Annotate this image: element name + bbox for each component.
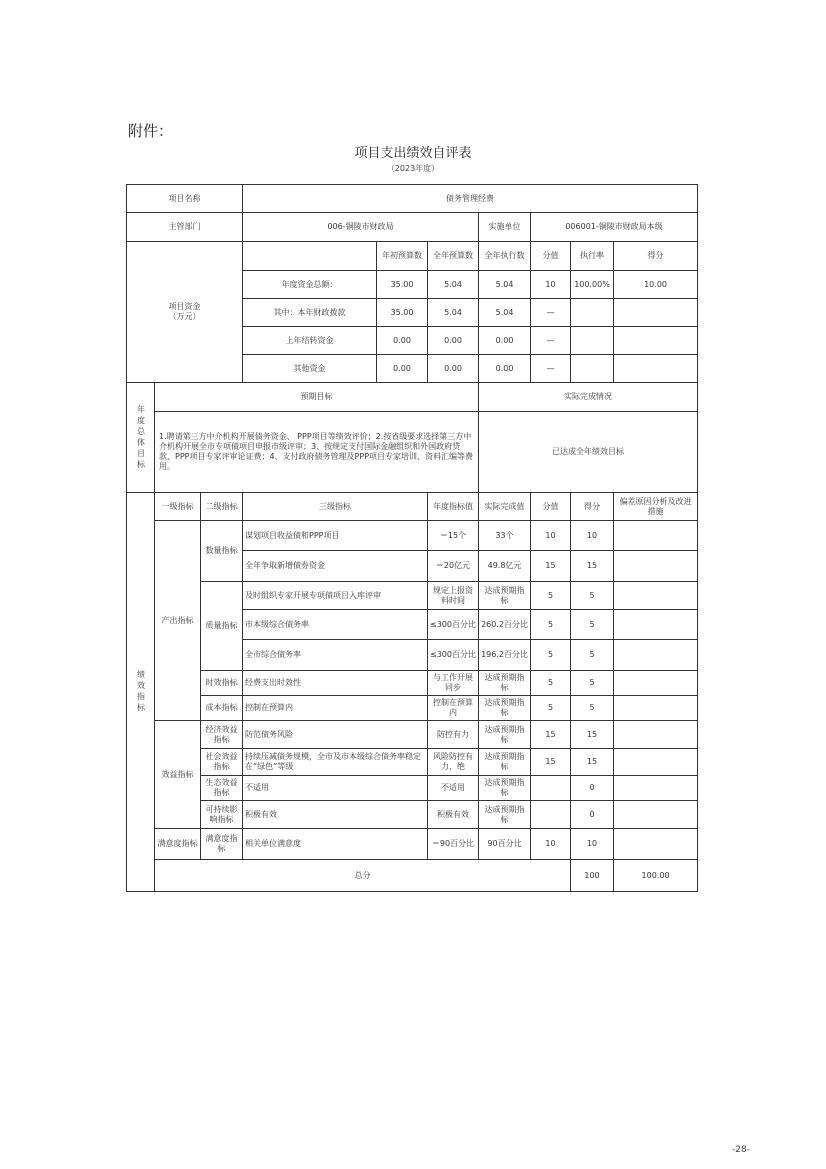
indicator-score (531, 801, 571, 829)
funds-header-blank (243, 242, 377, 271)
funds-cell (614, 299, 698, 327)
indicator-header: 偏差原因分析及改进措施 (614, 493, 698, 521)
funds-header: 全年预算数 (428, 242, 479, 271)
funds-header: 执行率 (571, 242, 614, 271)
indicator-header: 得分 (571, 493, 614, 521)
indicators-side-label (127, 493, 155, 892)
indicator-got: 5 (571, 610, 614, 640)
indicator-actual: 达成预期指标 (479, 696, 531, 721)
indicator-score: 15 (531, 551, 571, 582)
funds-cell: 0.00 (377, 327, 428, 355)
indicator-score: 5 (531, 696, 571, 721)
indicator-target: 不适用 (428, 776, 479, 801)
project-name-label: 项目名称 (127, 185, 243, 213)
indicator-header: 年度指标值 (428, 493, 479, 521)
indicator-name: 控制在预算内 (243, 696, 428, 721)
funds-header: 年初预算数 (377, 242, 428, 271)
l2-quantity: 数量指标 (201, 521, 243, 582)
indicator-deviation (614, 696, 698, 721)
indicator-deviation (614, 551, 698, 582)
funds-cell: 0.00 (428, 327, 479, 355)
page-title: 项目支出绩效自评表 (354, 146, 472, 161)
indicator-name: 全年争取新增债券资金 (243, 551, 428, 582)
indicator-deviation (614, 582, 698, 610)
funds-cell: 35.00 (377, 299, 428, 327)
funds-cell: 5.04 (428, 299, 479, 327)
funds-cell: 0.00 (428, 355, 479, 383)
indicator-name: 不适用 (243, 776, 428, 801)
expected-goal-label: 预期目标 (155, 383, 479, 412)
indicator-row (127, 776, 698, 801)
goals-row (127, 412, 698, 493)
funds-cell: 0.00 (479, 355, 531, 383)
funds-header-row (127, 242, 698, 271)
indicator-actual: 达成预期指标 (479, 749, 531, 776)
indicator-score: 5 (531, 610, 571, 640)
indicator-score: 15 (531, 721, 571, 749)
l2-sustain: 可持续影响指标 (201, 801, 243, 829)
l2-economic: 经济效益指标 (201, 721, 243, 749)
project-name-row (127, 185, 698, 213)
indicator-name: 积极有效 (243, 801, 428, 829)
indicator-row (127, 582, 698, 610)
indicator-row (127, 801, 698, 829)
indicator-header: 实际完成值 (479, 493, 531, 521)
indicator-name: 相关单位满意度 (243, 829, 428, 860)
indicator-deviation (614, 671, 698, 696)
indicator-actual: 33个 (479, 521, 531, 551)
indicator-score: 5 (531, 582, 571, 610)
indicator-deviation (614, 776, 698, 801)
total-score: 100 (571, 860, 614, 892)
l1-output: 产出指标 (155, 521, 201, 721)
total-row (127, 860, 698, 892)
funds-cell: 0.00 (377, 355, 428, 383)
indicator-row (127, 696, 698, 721)
indicator-row (127, 749, 698, 776)
indicator-got: 15 (571, 749, 614, 776)
actual-result-text: 已达成全年绩效目标 (479, 412, 698, 493)
self-evaluation-table (126, 184, 698, 892)
funds-cell: 0.00 (479, 327, 531, 355)
attachment-label: 附件： (128, 122, 174, 140)
indicator-got: 15 (571, 551, 614, 582)
indicator-target: ≤300百分比 (428, 640, 479, 671)
indicator-got: 15 (571, 721, 614, 749)
l2-social: 社会效益指标 (201, 749, 243, 776)
indicator-name: 谋划项目收益债和PPP项目 (243, 521, 428, 551)
indicator-got: 0 (571, 801, 614, 829)
funds-cell: 5.04 (479, 299, 531, 327)
indicator-score (531, 776, 571, 801)
funds-header: 分值 (531, 242, 571, 271)
dept-value: 006-铜陵市财政局 (243, 213, 479, 242)
funds-row-label: 上年结转资金 (243, 327, 377, 355)
indicator-target: 控制在预算内 (428, 696, 479, 721)
indicator-got: 10 (571, 829, 614, 860)
funds-cell: 10 (531, 271, 571, 299)
funds-cell (571, 355, 614, 383)
expected-goal-text: 1.聘请第三方中介机构开展债务资金、 PPP项目等绩效评价；2.按省级要求选择第三方中介机构开展全市专项债项目申报市级评审；3、按规定支付国际金融组织和外国政府贷款、PPP项目专家评审论证费；4、支付政府债务管理及PPP项目专家培训、资料汇编等费用。 (155, 412, 479, 493)
indicator-target: 与工作开展同步 (428, 671, 479, 696)
indicator-name: 全市综合债务率 (243, 640, 428, 671)
indicators-header-row (127, 493, 698, 521)
indicator-target: ≤300百分比 (428, 610, 479, 640)
indicator-actual: 260.2百分比 (479, 610, 531, 640)
indicator-row (127, 521, 698, 551)
project-name-value: 债务管理经费 (243, 185, 698, 213)
indicator-deviation (614, 801, 698, 829)
l2-cost: 成本指标 (201, 696, 243, 721)
funds-cell: 5.04 (479, 271, 531, 299)
indicator-name: 经费支出时效性 (243, 671, 428, 696)
funds-cell: — (531, 299, 571, 327)
indicator-target: 防控有力 (428, 721, 479, 749)
indicator-name: 持续压减债务规模，全市及市本级综合债务率稳定在“绿色”等级 (243, 749, 428, 776)
l2-ecology: 生态效益指标 (201, 776, 243, 801)
funds-header: 全年执行数 (479, 242, 531, 271)
funds-cell (614, 355, 698, 383)
unit-label: 实施单位 (479, 213, 531, 242)
indicator-got: 10 (571, 521, 614, 551)
indicator-got: 5 (571, 671, 614, 696)
indicator-got: 0 (571, 776, 614, 801)
funds-cell (614, 327, 698, 355)
indicator-header: 分值 (531, 493, 571, 521)
indicator-header: 二级指标 (201, 493, 243, 521)
funds-row-label: 年度资金总额： (243, 271, 377, 299)
l2-satis: 满意度指标 (201, 829, 243, 860)
indicator-target: ＝90百分比 (428, 829, 479, 860)
total-label: 总分 (155, 860, 571, 892)
indicator-name: 市本级综合债务率 (243, 610, 428, 640)
indicator-actual: 达成预期指标 (479, 801, 531, 829)
funds-cell: 5.04 (428, 271, 479, 299)
funds-row-label: 其中：本年财政拨款 (243, 299, 377, 327)
indicator-actual: 196.2百分比 (479, 640, 531, 671)
indicator-row (127, 721, 698, 749)
indicator-deviation (614, 829, 698, 860)
indicator-actual: 达成预期指标 (479, 582, 531, 610)
funds-row-label: 其他资金 (243, 355, 377, 383)
funds-cell: 100.00% (571, 271, 614, 299)
indicator-row (127, 829, 698, 860)
indicator-target: 规定上报资料时间 (428, 582, 479, 610)
year-label: （2023年度） (386, 164, 440, 173)
indicator-score: 10 (531, 521, 571, 551)
l2-time: 时效指标 (201, 671, 243, 696)
funds-cell: 35.00 (377, 271, 428, 299)
dept-label: 主管部门 (127, 213, 243, 242)
funds-cell: 10.00 (614, 271, 698, 299)
l2-quality: 质量指标 (201, 582, 243, 671)
goals-side-text: 年度总体目标 (136, 404, 146, 471)
indicator-got: 5 (571, 640, 614, 671)
indicator-actual: 达成预期指标 (479, 671, 531, 696)
unit-value: 006001-铜陵市财政局本级 (531, 213, 698, 242)
indicator-deviation (614, 721, 698, 749)
indicator-actual: 达成预期指标 (479, 776, 531, 801)
indicator-deviation (614, 610, 698, 640)
goals-header-row (127, 383, 698, 412)
indicator-deviation (614, 749, 698, 776)
indicator-actual: 49.8亿元 (479, 551, 531, 582)
indicators-side-text: 绩效指标 (136, 670, 146, 714)
goals-side-label (127, 383, 155, 493)
indicator-score: 15 (531, 749, 571, 776)
funds-cell (571, 299, 614, 327)
funds-cell (571, 327, 614, 355)
indicator-target: 积极有效 (428, 801, 479, 829)
indicator-target: ＝20亿元 (428, 551, 479, 582)
indicator-deviation (614, 640, 698, 671)
l1-effect: 效益指标 (155, 721, 201, 829)
page-number: -28- (732, 1145, 750, 1155)
actual-result-label: 实际完成情况 (479, 383, 698, 412)
indicator-header: 一级指标 (155, 493, 201, 521)
indicator-score: 5 (531, 671, 571, 696)
funds-label: 项目资金 （万元） (127, 242, 243, 383)
indicator-header: 三级指标 (243, 493, 428, 521)
indicator-name: 及时组织专家开展专项债项目入库评审 (243, 582, 428, 610)
indicator-got: 5 (571, 696, 614, 721)
indicator-name: 防范债务风险 (243, 721, 428, 749)
indicator-actual: 90百分比 (479, 829, 531, 860)
total-got: 100.00 (614, 860, 698, 892)
indicator-score: 5 (531, 640, 571, 671)
indicator-target: 风险防控有力，绝 (428, 749, 479, 776)
funds-header: 得分 (614, 242, 698, 271)
indicator-target: ＝15个 (428, 521, 479, 551)
funds-cell: — (531, 355, 571, 383)
indicator-got: 5 (571, 582, 614, 610)
l1-satisfaction: 满意度指标 (155, 829, 201, 860)
indicator-actual: 达成预期指标 (479, 721, 531, 749)
indicator-score: 10 (531, 829, 571, 860)
funds-cell: — (531, 327, 571, 355)
indicator-deviation (614, 521, 698, 551)
department-row (127, 213, 698, 242)
indicator-row (127, 671, 698, 696)
